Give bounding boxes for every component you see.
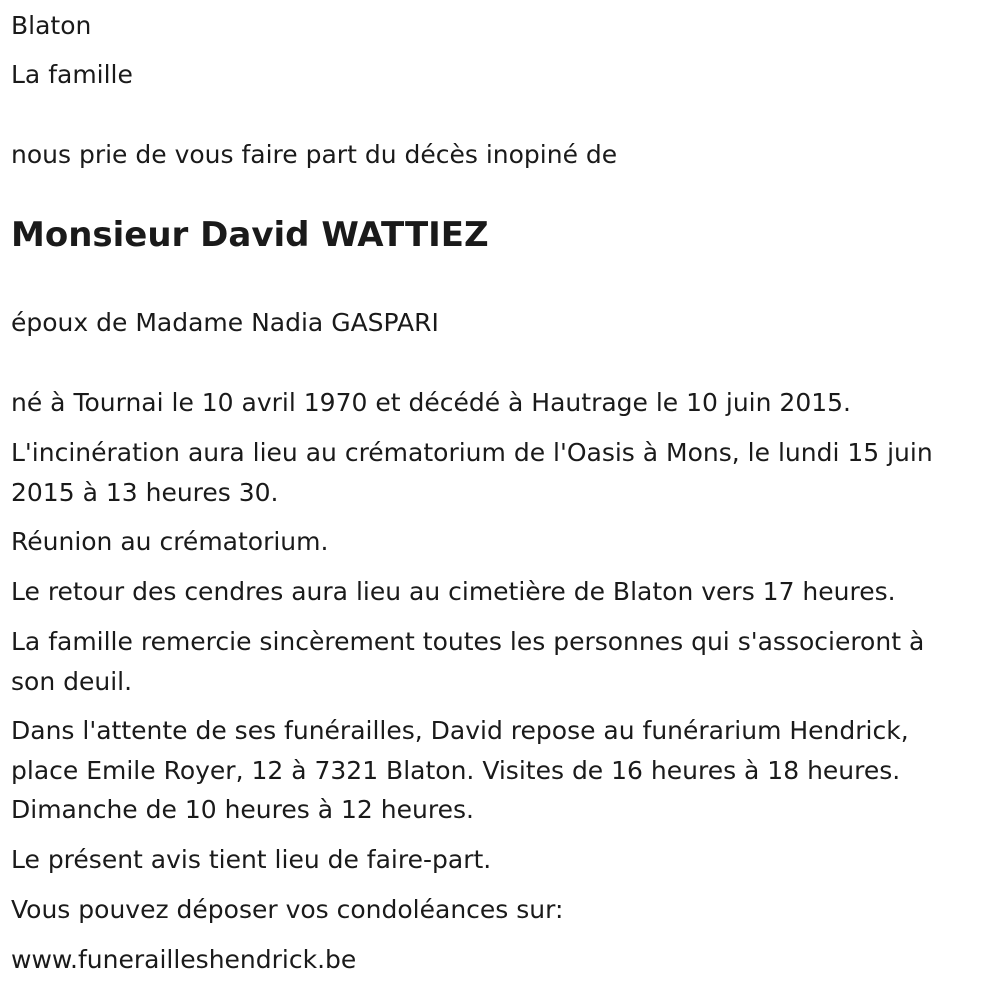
notice-statement-text: Le présent avis tient lieu de faire-part.: [11, 845, 492, 874]
thanks-line-2: son deuil.: [11, 667, 133, 696]
intro-text: nous prie de vous faire part du décès inopiné de: [11, 140, 618, 169]
wake-line-3: Dimanche de 10 heures à 12 heures.: [11, 795, 474, 824]
meeting-text: Réunion au crématorium.: [11, 527, 329, 556]
thanks-line-1: La famille remercie sincèrement toutes les personnes qui s'associeront à: [11, 627, 925, 656]
cremation-line-2: 2015 à 13 heures 30.: [11, 478, 279, 507]
city-text: Blaton: [11, 11, 92, 40]
wake-line-2: place Emile Royer, 12 à 7321 Blaton. Visites de 16 heures à 18 heures.: [11, 756, 901, 785]
family-text: La famille: [11, 60, 133, 89]
birth-death-text: né à Tournai le 10 avril 1970 et décédé à Hautrage le 10 juin 2015.: [11, 388, 851, 417]
deceased-name: Monsieur David WATTIEZ: [11, 215, 489, 255]
website-link[interactable]: www.funerailleshendrick.be: [11, 945, 357, 974]
condolences-text: Vous pouvez déposer vos condoléances sur:: [11, 895, 564, 924]
wake-line-1: Dans l'attente de ses funérailles, David repose au funérarium Hendrick,: [11, 716, 909, 745]
cremation-line-1: L'incinération aura lieu au crématorium de l'Oasis à Mons, le lundi 15 juin: [11, 438, 933, 467]
spouse-text: époux de Madame Nadia GASPARI: [11, 308, 439, 337]
ashes-text: Le retour des cendres aura lieu au cimetière de Blaton vers 17 heures.: [11, 577, 896, 606]
